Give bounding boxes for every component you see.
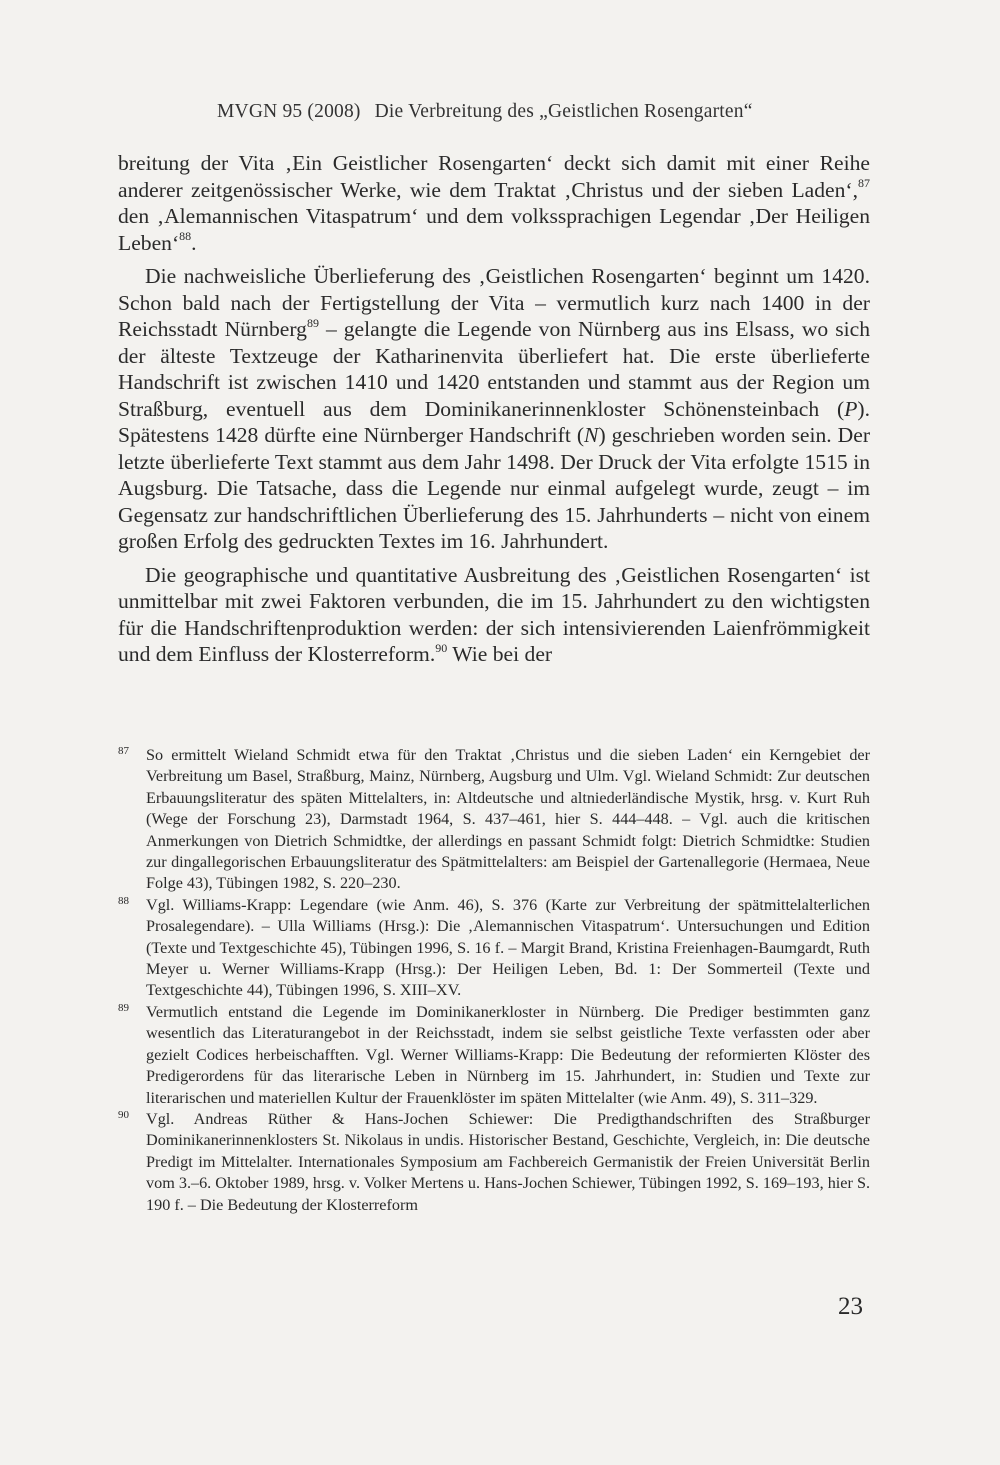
text-run: – gelangte die Legende von Nürnberg aus ins Elsass, wo sich der älteste Textzeuge der Katharinenvita überliefert hat. Die erste überlieferte Handschrift ist zwischen 1410 und 1420 entstanden und stammt aus der Region um Straßburg, eventuell aus dem Dominikanerinnenkloster Schönensteinbach ( <box>118 317 871 421</box>
footnote-text: Vgl. Williams-Krapp: Legendare (wie Anm. 46), S. 376 (Karte zur Verbreitung der spätmittelalterlichen Prosalegendare). – Ulla Williams (Hrsg.): Die ‚Alemannischen Vitaspatrum‘. Untersuchungen und Edition (Texte und Textgeschichte 45), Tübingen 1996, S. 16 f. – Margit Brand, Kristina Freienhagen-Baumgardt, Ruth Meyer u. Werner Williams-Krapp (Hrsg.): Der Heiligen Leben, Bd. 1: Der Sommerteil (Texte und Textgeschichte 44), Tübingen 1996, S. XIII–XV. <box>146 895 870 1000</box>
footnote-number: 87 <box>118 745 129 757</box>
siglum: P <box>844 396 858 421</box>
main-text <box>118 150 870 668</box>
footnote-ref: 88 <box>179 229 192 244</box>
text-run: ) geschrieben worden sein. Der letzte überlieferte Text stammt aus dem Jahr 1498. Der Druck der Vita erfolgte 1515 in Augsburg. Die Tatsache, dass die Legende nur einmal aufgelegt wurde, zeugt – im Gegensatz zur handschriftlichen Überlieferung des 15. Jahrhunderts – nicht von einem großen Erfolg des gedruckten Textes im 16. Jahrhundert. <box>118 423 871 553</box>
footnote-text: Vgl. Andreas Rüther & Hans-Jochen Schiewer: Die Predigthandschriften des Straßburger Dominikanerinnenklosters St. Nikolaus in undis. Historischer Bestand, Geschichte, Vergleich, in: Die deutsche Predigt im Mittelalter. Internationales Symposium am Fachbereich Germanistik der Freien Universität Berlin vom 3.–6. Oktober 1989, hrsg. v. Volker Mertens u. Hans-Jochen Schiewer, Tübingen 1992, S. 169–193, hier S. 190 f. – Die Bedeutung der Klosterreform <box>146 1109 870 1214</box>
footnotes <box>118 745 870 1216</box>
journal-reference: MVGN 95 (2008) <box>217 101 361 122</box>
footnote-ref: 90 <box>435 640 448 655</box>
siglum: N <box>584 423 599 447</box>
footnote-87 <box>118 745 870 895</box>
text-run: Wie bei der <box>447 642 553 666</box>
footnote-ref: 87 <box>858 176 870 191</box>
paragraph-1 <box>118 150 870 256</box>
footnote-number: 89 <box>118 1001 129 1014</box>
footnote-90 <box>118 1109 870 1216</box>
text-run: Die nachweisliche Überlieferung des ‚Geistlichen Rosengarten‘ beginnt um 1420. Schon bald nach der Fertigstellung der Vita – vermutlich kurz nach 1400 in der Reichsstadt Nürnberg <box>118 264 870 341</box>
footnote-number: 90 <box>118 1108 129 1121</box>
page-number: 23 <box>838 1293 863 1320</box>
text-run: breitung der Vita ‚Ein Geistlicher Rosengarten‘ deckt sich damit mit einer Reihe anderer zeitgenössischer Werke, wie dem Traktat ‚Christus und der sieben Laden‘, <box>118 151 870 202</box>
article-title: Die Verbreitung des „Geistlichen Rosengarten“ <box>374 101 753 122</box>
running-head <box>217 101 777 123</box>
text-run: Die geographische und quantitative Ausbreitung des ‚Geistlichen Rosengarten‘ ist unmittelbar mit zwei Faktoren verbunden, die im 15. Jahrhundert zu den wichtigsten für die Handschriftenproduktion werden: der sich intensivierenden Laienfrömmigkeit und dem Einfluss der Klosterreform. <box>118 562 870 666</box>
footnote-text: Vermutlich entstand die Legende im Dominikanerkloster in Nürnberg. Die Prediger bestimmten ganz wesentlich das Literaturangebot in der Reichsstadt, indem sie selbst geistliche Texte verfassten oder aber gezielt Codices herbeischafften. Vgl. Werner Williams-Krapp: Die Bedeutung der reformierten Klöster des Predigerordens für das literarische Leben in Nürnberg im 15. Jahrhundert, in: Studien und Texte zur literarischen und materiellen Kultur der Frauenklöster im späten Mittelalter (wie Anm. 49), S. 311–329. <box>146 1002 870 1107</box>
footnote-number: 88 <box>118 894 129 907</box>
footnote-89 <box>118 1002 870 1109</box>
text-run: . <box>191 230 197 255</box>
text-run: ). Spätestens 1428 dürfte eine Nürnberger Handschrift ( <box>118 396 870 447</box>
paragraph-3 <box>118 562 870 668</box>
text-run: den ‚Alemannischen Vitaspatrum‘ und dem volkssprachigen Legendar ‚Der Heiligen Leben‘ <box>118 204 870 255</box>
footnote-88 <box>118 895 870 1002</box>
footnote-ref: 89 <box>306 315 319 330</box>
footnote-text: So ermittelt Wieland Schmidt etwa für den Traktat ‚Christus und die sieben Laden‘ ein Kerngebiet der Verbreitung um Basel, Straßburg, Mainz, Nürnberg, Augsburg und Ulm. Vgl. Wieland Schmidt: Zur deutschen Erbauungsliteratur des späten Mittelalters, in: Altdeutsche und altniederländische Mystik, hrsg. v. Kurt Ruh (Wege der Forschung 23), Darmstadt 1964, S. 437–461, hier S. 444–448. – Vgl. auch die kritischen Anmerkungen von Dietrich Schmidtke, der allerdings en passant Schmidt folgt: Dietrich Schmidtke: Studien zur dingallegorischen Erbauungsliteratur des Spätmittelalters: am Beispiel der Gartenallegorie (Hermaea, Neue Folge 43), Tübingen 1982, S. 220–230. <box>146 746 870 893</box>
paragraph-2 <box>118 263 870 555</box>
